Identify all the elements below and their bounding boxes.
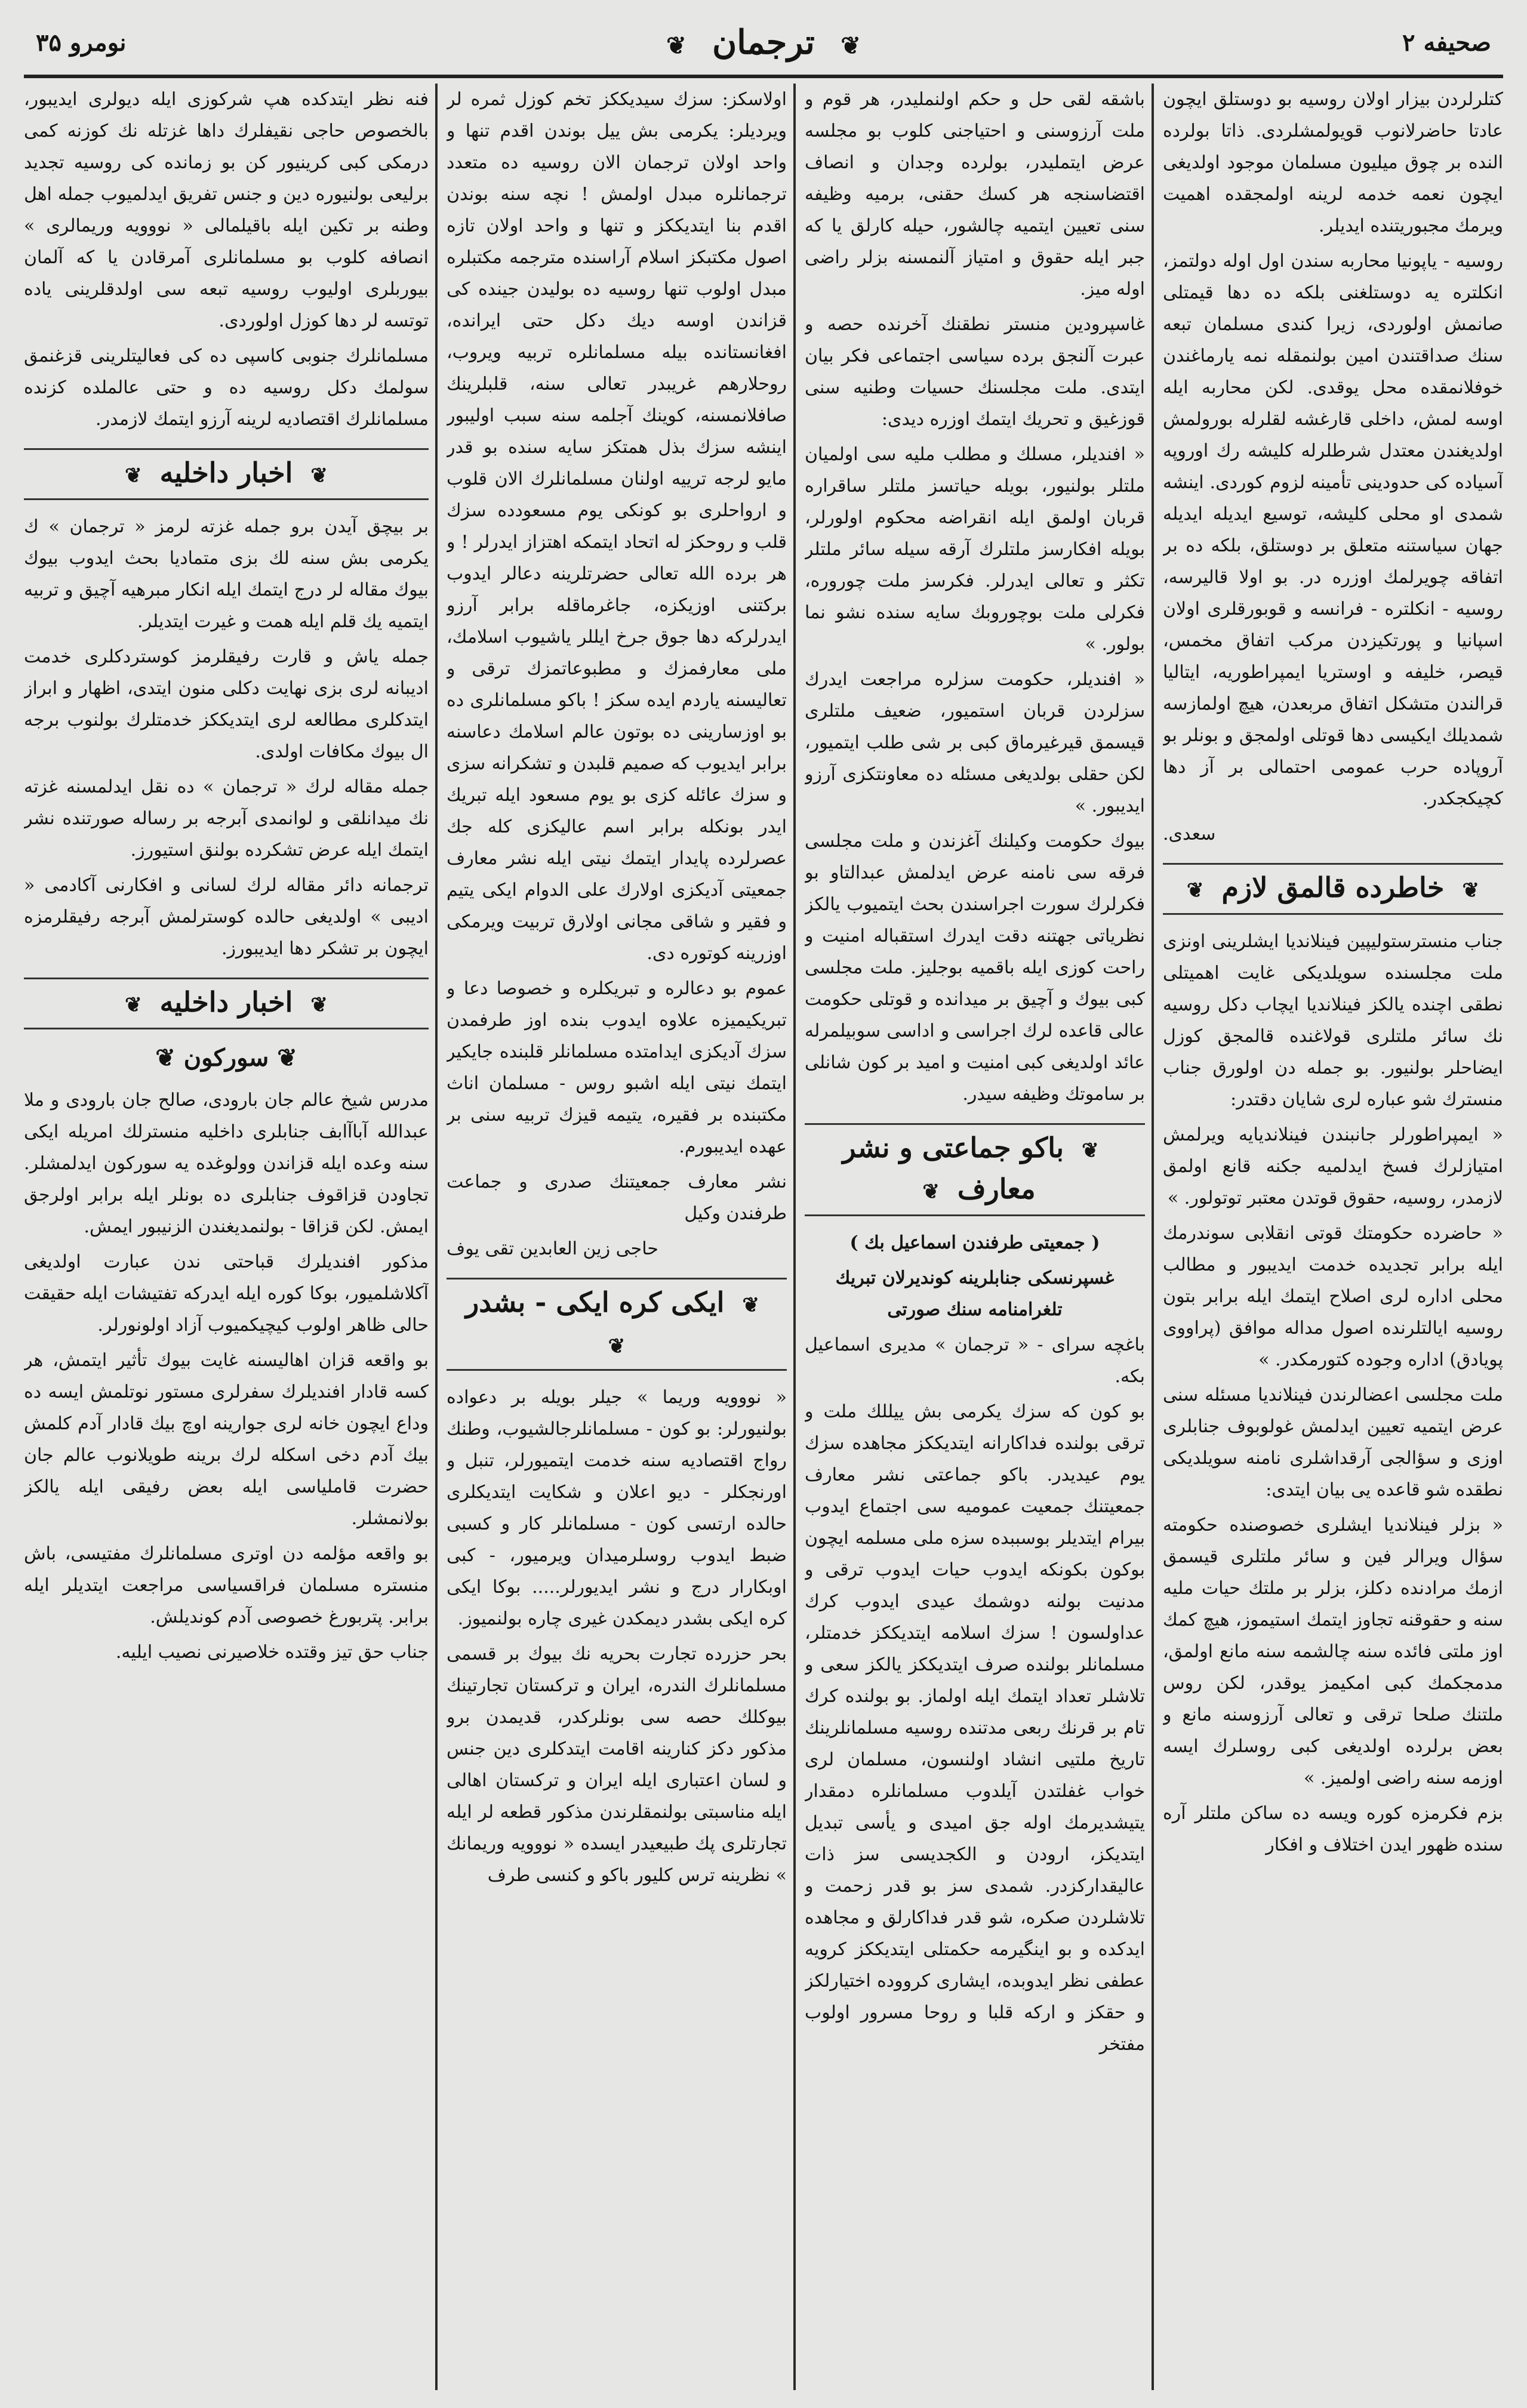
masthead-title-block — [24, 23, 1503, 62]
subheading-text: سورکون — [183, 1044, 269, 1072]
page-label: صحیفه ۲ — [1402, 29, 1491, 57]
ornament-icon: ❦ — [125, 993, 142, 1017]
paragraph: « افندیلر، مسلك و مطلب ملیه سی اولمیان ملتلر بولنیور، بویله حیاتسز ملتلر ساقراره قربان اولمق ایله انقراضه محکوم اولورلر، بویله افکارسز ملتلرك آرقه سیله سائر ملتلر تکثر و تعالی ایدرلر. فکرسز ملت چوروره، فکرلی ملت بوچوروبك سایه سنده نشو نما بولور. » — [805, 444, 1145, 655]
column-divider — [1152, 84, 1154, 2390]
column-4 — [24, 84, 429, 2390]
ornament-icon: ❦ — [277, 1044, 297, 1072]
paragraph: ترجمانه دائر مقاله لرك لسانی و افکارنی آکادمی « ادیبی » اولدیغی حالده کوسترلمش آبرجه رفیقلرمزه ایچون بر تشکر دها ایدیبورز. — [24, 875, 429, 959]
paragraph: بحر حزرده تجارت بحریه نك بیوك بر قسمی مسلمانلرك الندره، ایران و ترکستان تجارتینك بیوکلك حصه سی بونلرکدر، قدیمدن برو مذکور دکز کنارینه اقامت ایتدکلری دین جنس و لسان اعتباری ایله ایران و ترکستان اهالی ایله مناسبتی بولنمقلرندن مذکور قطعه لر ایله تجارتلری پك طبیعیدر ایسده « نووویه وریمانك » نظرینه ترس کلیور باکو و کنسی طرف — [447, 1644, 787, 1886]
section-headline — [447, 1278, 787, 1371]
paragraph: باغچه سرای - « ترجمان » مدیری اسماعیل بکه. — [805, 1334, 1145, 1387]
column-divider — [793, 84, 796, 2390]
headline-text: باکو جماعتی و نشر معارف — [842, 1131, 1064, 1205]
byline: ( جمعیتی طرفندن اسماعیل بك ) — [849, 1232, 1100, 1253]
paragraph: عموم بو دعالره و تبریکلره و خصوصا دعا و تبریکیمیزه علاوه ایدوب بنده اوز طرفمدن سزك آدیکزی ایدامتده مسلمانلر قلبنده جایکیر ایتمك نیتی ایله اشبو روس - مسلمان اناث مکتبنده بر فقیره، یتیمه قیزك تربیه سنی بر عهده ایدیبورم. — [447, 978, 787, 1157]
paragraph: جناب حق تیز وقتده خلاصیرنی نصیب ایلیه. — [115, 1642, 429, 1663]
headline-text: ایکی کره ایکی - بشدر — [466, 1286, 725, 1318]
author-signature: سعدی. — [1163, 824, 1216, 844]
paragraph: مذکور افندیلرك قباحتی ندن عبارت اولدیغی آکلاشلمیور، بوکا کوره ایله ایدرکه تفتیشات ایله حقیقت حالی ظاهر اولوب کیچیکمیوب آزاد اولونورلر. — [24, 1251, 429, 1336]
column-divider — [435, 84, 438, 2390]
paragraph: بو واقعه قزان اهالیسنه غایت بیوك تأثیر ایتمش، هر کسه قادار افندیلرك سفرلری مستور نوتلمش ایسه ده وداع ایچون خانه لری جوارینه اوچ بیك قادار آدم کلمش بیك آدم دخی اسکله لرك برینه طویلانوب عالم جان حضرت قاملیاسی ایله بعض رفیقی ایله یالکز بولانمشلر. — [24, 1350, 429, 1529]
paragraph: « بزلر فینلاندیا ایشلری خصوصنده حکومته سؤال ویرالر فین و سائر ملتلری قیسمق ازمك مرادنده دکلز، بزلر بر ملتك حیات ملیه سنه و حقوقنه تجاوز ایتمك استیموز، هیچ کمك اوز ملتی فائده سنه چالشمه سنه مانع اولمق، مدمجکمك کبی امکیمز یوقدر، لکن روس ملتنك صلحا ترقی و تعالی آرزوسنه مانع و بعض برلرده اولدیغی کبی روسلرك ایسه اوزمه سنه راضی اولمیز. » — [1163, 1515, 1503, 1789]
paragraph: مسلمانلرك جنوبی کاسپی ده کی فعالیتلرینی قزغنمق سولمك دکل روسیه ده و حتی عالملده کزنده مسلمانلرك اقتصادیه لرینه آرزو ایتمك لازمدر. — [24, 346, 429, 430]
headline-text: اخبار داخلیه — [159, 457, 293, 489]
ornament-icon: ❦ — [125, 464, 142, 488]
ornament-icon: ❦ — [1187, 878, 1204, 902]
headline-text: اخبار داخلیه — [159, 986, 293, 1018]
paragraph: جمله یاش و قارت رفیقلرمز کوستردکلری خدمت ادیبانه لری بزی نهایت دکلی منون ایتدی، اظهار و ابراز ایتدکلری مطالعه لری ایتدیککز خدمتلرك بولنوب برجه ال بیوك مکافات اولدی. — [24, 646, 429, 762]
paragraph: نشر معارف جمعیتنك صدری و جماعت طرفندن وکیل — [447, 1171, 787, 1224]
newspaper-title: ترجمان — [712, 23, 815, 62]
ornament-icon: ❦ — [1082, 1139, 1099, 1163]
ornament-icon: ❦ — [922, 1180, 940, 1204]
paragraph: « ایمپراطورلر جانبندن فینلاندیایه ویرلمش امتیازلرك فسخ ایدلمیه جکنه قانع اولمق لازمدر، روسیه، حقوق قوتدن معتبر توتولور. » — [1163, 1124, 1503, 1208]
ornament-icon: ❦ — [310, 464, 328, 488]
ornament-icon: ❦ — [666, 32, 686, 60]
paragraph: باشقه لقی حل و حکم اولنملیدر، هر قوم و ملت آرزوسنی و احتیاجنی کلوب بو مجلسه عرض ایتملیدر، بولرده وجدان و انصاف اقتضاسنجه هر کسك حقنی، برمیه وظیفه سنی تعیین ایتمیه چالشور، حیله کارلق یا که جبر ایله حقوق و امتیاز آلنمسنه بزلر راضی اوله میز. — [805, 89, 1145, 300]
paragraph: جناب منسترستولیپین فینلاندیا ایشلرینی اونزی ملت مجلسنده سویلدیکی غایت اهمیتلی نطقی اچنده یالکز فینلاندیا ایچاب دکل روسیه نك سائر ملتلری قولاغنده قالمجق کوزل ایضاحلر بولنیور. بو جمله دن اولورق جناب منسترك شو عباره لری شایان دقتدر: — [1163, 931, 1503, 1110]
paragraph: کتلرلردن بیزار اولان روسیه بو دوستلق ایچون عادتا حاضرلانوب قویولمشلردی. ذاتا بولرده النده بر چوق میلیون مسلمان موجود اولدیغی ایچون نعمه خدمه لرینه اولمجقده اهمیت ویرمك مجبوریتنده ایدیلر. — [1163, 89, 1503, 236]
section-headline — [805, 1123, 1145, 1216]
section-headline — [24, 448, 429, 500]
ornament-icon: ❦ — [310, 993, 328, 1017]
paragraph: بیوك حکومت وکیلنك آغزندن و ملت مجلسی فرقه سی نامنه عرض ایدلمش عبدالتاو بو فکرلرك سورت اجراسندن بحث ایتمیوب یالکز نظریاتی جهتنه دقت ایدرك استقباله امنیت و راحت کوزی ایله باقمیه بوجلیز. ملت مجلسی کبی بیوك و آچیق بر میدانده و قوتلی حکومت عالی قاعده لرك اجراسی و اداسی سوبیلمرله عائد اولدیغی کبی امنیت و امید بر کون شانلی بر ساموتك وظیفه سیدر. — [805, 831, 1145, 1105]
section-headline — [1163, 863, 1503, 915]
masthead — [24, 18, 1503, 78]
subheading: غسپرنسکی جنابلرینه کوندیرلان تبریك تلغرامنامه سنك صورتی — [835, 1268, 1115, 1320]
paragraph: غاسپرودین منستر نطقنك آخرنده حصه و عبرت آلنجق برده سیاسی اجتماعی فکر بیان ایتدی. ملت مجلسنك حسیات وطنیه سنی قوزغیق و تحریك ایتمك اوزره دیدی: — [805, 314, 1145, 430]
ornament-icon: ❦ — [742, 1293, 759, 1317]
issue-number: نومرو ۳۵ — [36, 29, 127, 57]
paragraph: جمله مقاله لرك « ترجمان » ده نقل ایدلمسنه غزته نك میدانلقی و لوانمدی آبرجه بر رساله صورتنده نشر ایتمك ایله عرض تشکرده بولنق استیورز. — [24, 776, 429, 861]
paragraph: بو واقعه مؤلمه دن اوتری مسلمانلرك مفتیسی، باش منستره مسلمان فراقسیاسی مراجعت ایتدیلر ایله برابر. پتربورغ خصوصی آدم کوندیلش. — [24, 1543, 429, 1627]
headline-text: خاطرده قالمق لازم — [1221, 871, 1445, 904]
paragraph: « نووویه وریما » جیلر بویله بر دعواده بولنیورلر: بو کون - مسلمانلرجالشیوب، وطنك رواج اقتصادیه سنه خدمت ایتمیورلر، تنبل و اورنجکلر - دیو اعلان و شکایت ایتدیکلری حالده ارتسی کون - مسلمانلر کار و کسبی ضبط ایدوب روسلرمیدان ویرمیور، - کبی اوبکارار درج و نشر ایدیورلر..... بوکا ایکی کره ایکی بشدر دیمکدن غیری چاره بولنمیوز. — [447, 1387, 787, 1629]
author-signature: حاجی زین العابدین تقی یوف — [447, 1238, 658, 1259]
ornament-icon: ❦ — [1462, 878, 1479, 902]
article-columns — [24, 84, 1503, 2390]
paragraph: روسیه - یاپونیا محاربه سندن اول اوله دولتمز، انکلتره یه دوستلغنی بلکه ده دها قیمتلی صانمش اولوردی، زیرا کندی مسلمان تبعه سنك صداقتندن امین بولنمقله نمه یارماغندن خوفلانمقده محل یوقدی. لکن محاربه ایله اوسه لمش، داخلی قارغشه لقلرله بورولمش اولدیغندن معتدل شرطلرله کلیشه رك اوروپه آسیاده کی حدودینی تأمینه لزوم کوردی. اینشه شمدی او محلی کلیشه، توسیع ایدیله ایدیله جهان سیاستنه متعلق بر دوستلق، بلکه ده بر اتفاقه چویرلمك اوزره در. بو اولا قالیرسه، روسیه - انکلتره - فرانسه و قوبورقلری اولان اسپانیا و پورتکیزدن مرکب اتفاق مخمس، قیصر، خلیفه و اوستریا ایمپراطوریه، ایتالیا قرالندن متشکل اتفاق مربعدن، هیچ اولمازسه شمدیلك ایکیسی دها قوتلی اولمجق و بونلر بو آروپاده حرب عمومی احتمالی بر آز دها کچیکجکدر. — [1163, 251, 1503, 809]
section-headline — [24, 978, 429, 1029]
paragraph: ملت مجلسی اعضالرندن فینلاندیا مسئله سنی عرض ایتمیه تعیین ایدلمش غولوبوف جنابلری اوزی و سؤالجی آرقداشلری نامنه سویلدیکی نطقده شو قاعده یی بیان ایتدی: — [1163, 1385, 1503, 1500]
subheading — [24, 1040, 429, 1076]
column-3 — [447, 84, 787, 2390]
paragraph: بزم فکرمزه کوره ویسه ده ساکن ملتلر آره سنده ظهور ایدن اختلاف و افکار — [1163, 1803, 1503, 1855]
column-2 — [805, 84, 1145, 2390]
paragraph: مدرس شیخ عالم جان بارودی، صالح جان بارودی و ملا عبدالله آباآابف جنابلری داخلیه منسترلك امریله ایکی سنه وعده ایله قزاندن وولوغده یه سورکون ایدلمشلر. تجاودن قزاقوف جنابلری ده بونلر ایله برابر اولرجق ایمش. لکن قزاقا - بولنمدیغندن الزنیبور ایمش. — [24, 1090, 429, 1237]
paragraph: اولاسکز: سزك سیدیککز تخم کوزل ثمره لر ویردیلر: یکرمی بش ییل بوندن اقدم تنها و واحد اولان ترجمان الان روسیه ده متعدد ترجمانلره مبدل اولمش ! نچه سنه بوندن اقدم بنا ایتدیککز و تنها و واحد اولان تازه اصول مکتبکز اسلام آراسنده مترجمه مکتبلره مبدل اولوب تنها روسیه ده بولیدن جینده کی قزاندن اوسه دیك دکل حتی ایرانده، افغانستانده بیله مسلمانلره تربیه ویروب، روحلارهم غریبدر تعالی سنه، قلبلرینك صافلانمسنه، کوینك آجلمه سنه سبب اولیبور اینشه سزك بذل همتکز سایه سنده بو قدر مایو لرجه ترییه اولنان مسلمانلرك الان قلوب و ارواحلری بو کونکی یوم مسعودده سزك قلب و روحکز له اتحاد ایتمکه اهتزاز ایدرلر ! و هر برده الله تعالی حضرتلرینه دعالر ایدوب برکتنی اوزیکزه، جاغرماقله برابر آرزو ایدرلرکه دها جوق جرخ ایللر یاشیوب اسلامك، ملی معارفمزك و مطبوعاتمزك ترقی و تعالیسنه یاردم ایده سکز ! باکو مسلمانلری ده بو اوزسارینی ده بوتون عالم اسلامك دعاسنه برابر ایدیوب که صمیم قلبدن و تشکرانه سزی و سزك عائله کزی بو یوم مسعود ایله تبریك ایدر بونکله برابر اسم عالیکزی کله جك عصرلرده پایدار ایتمك نیتی ایله نشر معارف جمعیتی آدیکزی اولارك علی الدوام ایکی یتیم و فقیر و شاقی مجانی اولارق تربیت ویرمکی اوزرینه کوتوره دی. — [447, 89, 787, 964]
paragraph: فنه نظر ایتدکده هپ شرکوزی ایله دیولری ایدیبور، بالخصوص حاجی نقیفلرك داها غزتله نك کوزنه کمی درمکی کبی کرینیور کن بو زمانده کی روسیه تجدید برلیعی بولنیوره دین و جنس تفریق ایدلمیوب جمله اهل وطنه بر تکین ایله باقیلمالی « نووویه وریمالری » انصافه کلوب بو مسلمانلری آمرقادن یا که آلمان بیوربلری اولیوب روسیه تبعه سی اولدقلرینی یاده توتسه لر دها کوزل اولوردی. — [24, 89, 429, 331]
ornament-icon: ❦ — [841, 32, 861, 60]
ornament-icon: ❦ — [608, 1334, 626, 1358]
paragraph: بو کون که سزك یکرمی بش ییللك ملت و ترقی بولنده فداکارانه ایتدیککز مجاهده سزك یوم عیدیدر. باکو جماعتی نشر معارف جمعیتنك جمعیت عمومیه سی اجتماع ایدوب بیرام ایتدیلر بوسببده سزه ملی مسلمه ایچون بوکون بکونکه ایدوب حیات ایدوب ترقی و مدنیت بولنه دوشمك عیدی ایدوب کرك عداولسون ! سزك اسلامه ایتدیککز خدمتلر، مسلمانلر بولنده صرف ایتدیککز یالکز سعی و تلاشلر تعداد ایتمك ایله اولماز. بو بولنده کرك تام بر قرنك ربعی مدتنده روسیه مسلمانلرینك تاریخ ملتیی انشاد اولنسون، مسلمان لری خواب غفلتدن آیلدوب مسلمانلره دمقدار یتیشدیرمك اوله جق امیدی و یأسی تبدیل ایتدیکز، ارودن و الکجدیسی سز ذات عالیقدارکزدر. شمدی سز بو قدر زحمت و تلاشلردن صکره، شو قدر فداکارلق و مجاهده ایدکده و بو اینگیرمه حکمتلی ایتدیککز کرویه عطفی نظر ایدوبده، ایشاری کرووده اختیارلکز و حقکز و ارکه قلبا و روحا مسرور اولوب مفتخر — [805, 1401, 1145, 2055]
column-1 — [1163, 84, 1503, 2390]
paragraph: بر بیچق آیدن برو جمله غزته لرمز « ترجمان » ك یکرمی بش سنه لك بزی متمادیا بحث ایدوب بیوك بیوك مقاله لر درج ایتمك ایله انکار مبرهیه آچیق و تربیه ایتمیه یك قلم ایله همت و غیرت ایتدیلر. — [24, 516, 429, 632]
paragraph: « حاضرده حکومتك قوتی انقلابی سوندرمك ایله برابر تجدیده خدمت ایدیبور و مطالب محلی اداره لری اصلاح ایتمك ایله برابر بتون روسیه ایالتلرنده اصول مداله موافق (پراووی پویادق) اداره وجوده کتورمکدر. » — [1163, 1223, 1503, 1370]
ornament-icon: ❦ — [155, 1044, 176, 1072]
paragraph: « افندیلر، حکومت سزلره مراجعت ایدرك سزلردن قربان استمیور، ضعیف ملتلری قیسمق قیرغیرماق کبی بر شی طلب ایتمیور، لکن حقلی بولدیغی مسئله ده معاونتکزی آرزو ایدیبور. » — [805, 669, 1145, 816]
